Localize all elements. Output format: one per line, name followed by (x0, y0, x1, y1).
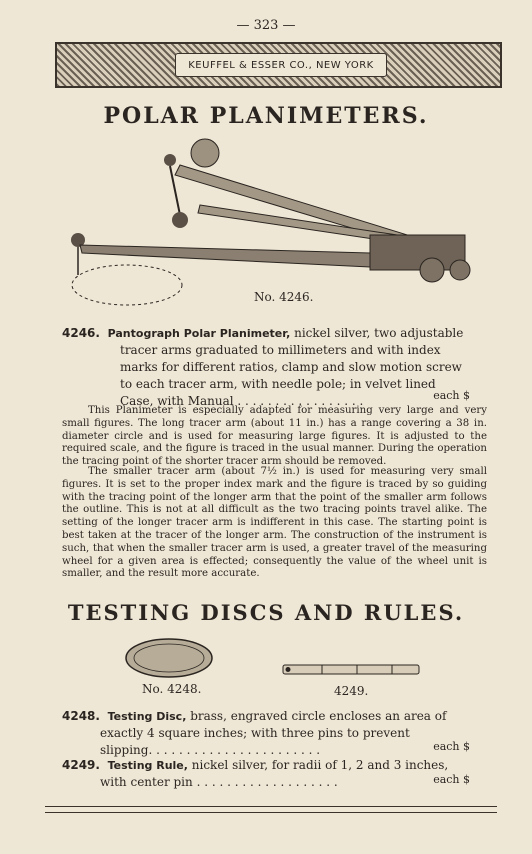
figure-caption-4248: No. 4248. (142, 682, 202, 696)
testing-disc-illustration (124, 636, 214, 680)
section-title-planimeters: POLAR PLANIMETERS. (103, 103, 429, 129)
testing-rule-illustration (282, 663, 422, 677)
item-text: Case, with Manual . . . . . . . . . . . . . . . . . (120, 394, 364, 408)
item-text: with center pin . . . . . . . . . . . . . . . . . . . (100, 775, 338, 789)
page-number: — 323 — (236, 18, 296, 33)
item-heading: Testing Disc, (107, 710, 187, 723)
item-text: brass, engraved circle encloses an area of (190, 709, 447, 723)
catalog-item-4246 (62, 325, 472, 410)
item-text: slipping. . . . . . . . . . . . . . . . . . . . . . . (100, 743, 321, 757)
catalog-item-4249 (62, 757, 472, 791)
catalog-item-4248 (62, 708, 472, 759)
item-text: nickel silver, two adjustable (294, 326, 464, 340)
item-text: exactly 4 square inches; with three pins to prevent (100, 726, 410, 740)
footer-rule (45, 812, 497, 813)
item-text: nickel silver, for radii of 1, 2 and 3 inches, (191, 758, 449, 772)
planimeter-illustration (70, 135, 490, 310)
header-banner (55, 42, 502, 88)
figure-caption-4249: 4249. (334, 684, 369, 698)
section-title-testing: TESTING DISCS AND RULES. (67, 600, 465, 625)
item-text: tracer arms graduated to millimeters and with index (120, 343, 441, 357)
item-price: each $ (433, 773, 470, 786)
description-paragraph-1: This Planimeter is especially adapted for measuring very large and very small figures. The long tracer arm (about 11 in.) has a range covering a 38 in. diameter circle and is used for measuring large figures. It is adjusted to the required scale, and the figure is traced in the usual manner. During the operation the tracing point of the shorter tracer arm should be removed. (62, 405, 487, 468)
item-number: 4246. (62, 326, 100, 340)
footer-rule (45, 806, 497, 807)
item-price: each $ (433, 389, 470, 402)
item-number: 4248. (62, 709, 100, 723)
item-text: to each tracer arm, with needle pole; in velvet lined (120, 377, 436, 391)
item-number: 4249. (62, 758, 100, 772)
description-paragraph-2: The smaller tracer arm (about 7½ in.) is used for measuring very small figures. It is set to the proper index mark and the figure is traced by so guiding with the tracing point of the longer arm that the point of the smaller arm follows the outline. This is not at all difficult as the two tracing points travel alike. The setting of the longer tracer arm is indifferent in this case. The starting point is best taken at the tracer of the longer arm. The construction of the instrument is such, that when the smaller tracer arm is used, a greater travel of the measuring wheel for a given area is effected; consequently the value of the wheel unit is smaller, and the result more accurate. (62, 466, 487, 580)
figure-caption-4246: No. 4246. (254, 290, 314, 304)
item-heading: Pantograph Polar Planimeter, (107, 327, 291, 340)
item-text: marks for different ratios, clamp and slow motion screw (120, 360, 462, 374)
banner-label: KEUFFEL & ESSER CO., NEW YORK (175, 53, 387, 77)
item-heading: Testing Rule, (107, 759, 188, 772)
item-price: each $ (433, 740, 470, 753)
